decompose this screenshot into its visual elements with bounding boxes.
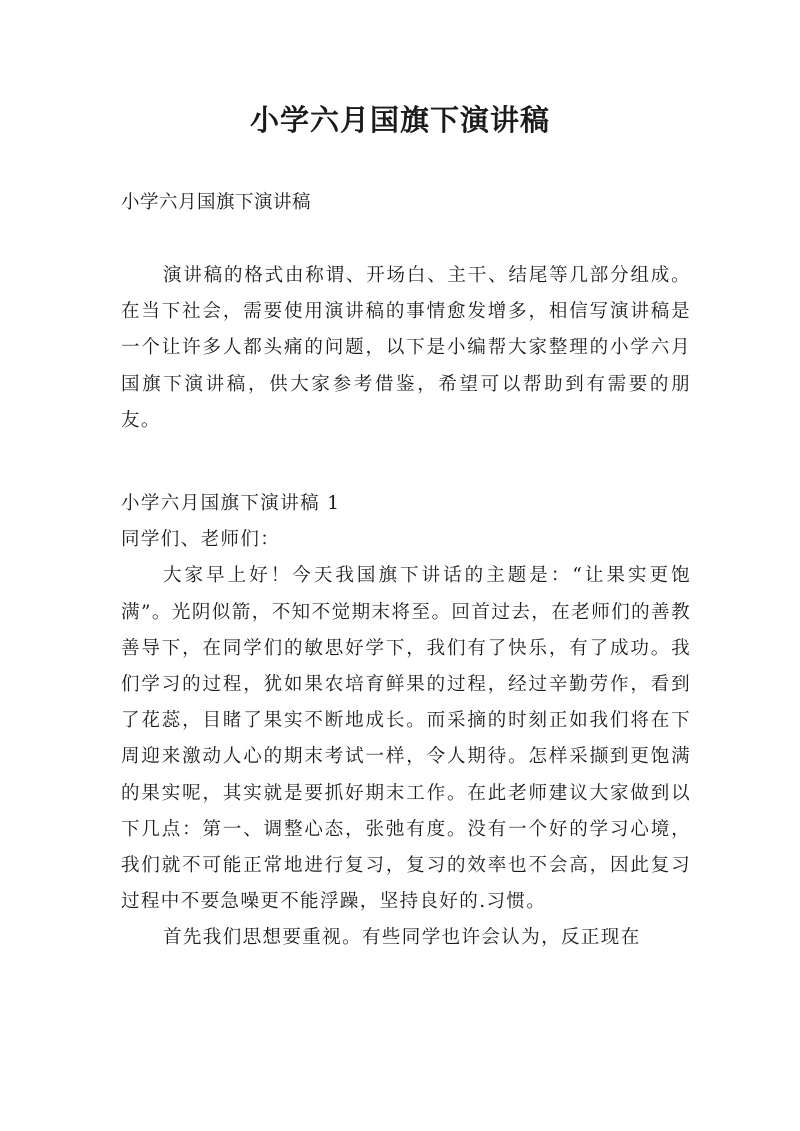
intro-paragraph: 演讲稿的格式由称谓、开场白、主干、结尾等几部分组成。在当下社会，需要使用演讲稿的事情愈发增多，相信写演讲稿是一个让许多人都头痛的问题，以下是小编帮大家整理的小学六月国旗下演讲稿，供大家参考借鉴，希望可以帮助到有需要的朋友。 bbox=[121, 265, 691, 431]
body-paragraph-2: 首先我们思想要重视。有些同学也许会认为，反正现在 bbox=[163, 927, 641, 949]
speech-section-1 bbox=[121, 486, 691, 957]
body-paragraph-1: 大家早上好！今天我国旗下讲话的主题是：“让果实更饱满”。光阴似箭，不知不觉期末将至。回首过去，在老师们的善教善导下，在同学们的敏思好学下，我们有了快乐，有了成功。我们学习的过程，犹如果农培育鲜果的过程，经过辛勤劳作，看到了花蕊，目睹了果实不断地成长。而采摘的时刻正如我们将在下周迎来激动人心的期末考试一样，令人期待。怎样采撷到更饱满的果实呢，其实就是要抓好期末工作。在此老师建议大家做到以下几点：第一、调整心态，张弛有度。没有一个好的学习心境，我们就不可能正常地进行复习，复习的效率也不会高，因此复习过程中不要急噪更不能浮躁，坚持良好的.习惯。 bbox=[121, 565, 691, 913]
salutation: 同学们、老师们： bbox=[121, 529, 281, 551]
document-subtitle: 小学六月国旗下演讲稿 bbox=[121, 192, 312, 213]
section-heading: 小学六月国旗下演讲稿 1 bbox=[121, 493, 341, 514]
document-title: 小学六月国旗下演讲稿 bbox=[249, 103, 550, 137]
